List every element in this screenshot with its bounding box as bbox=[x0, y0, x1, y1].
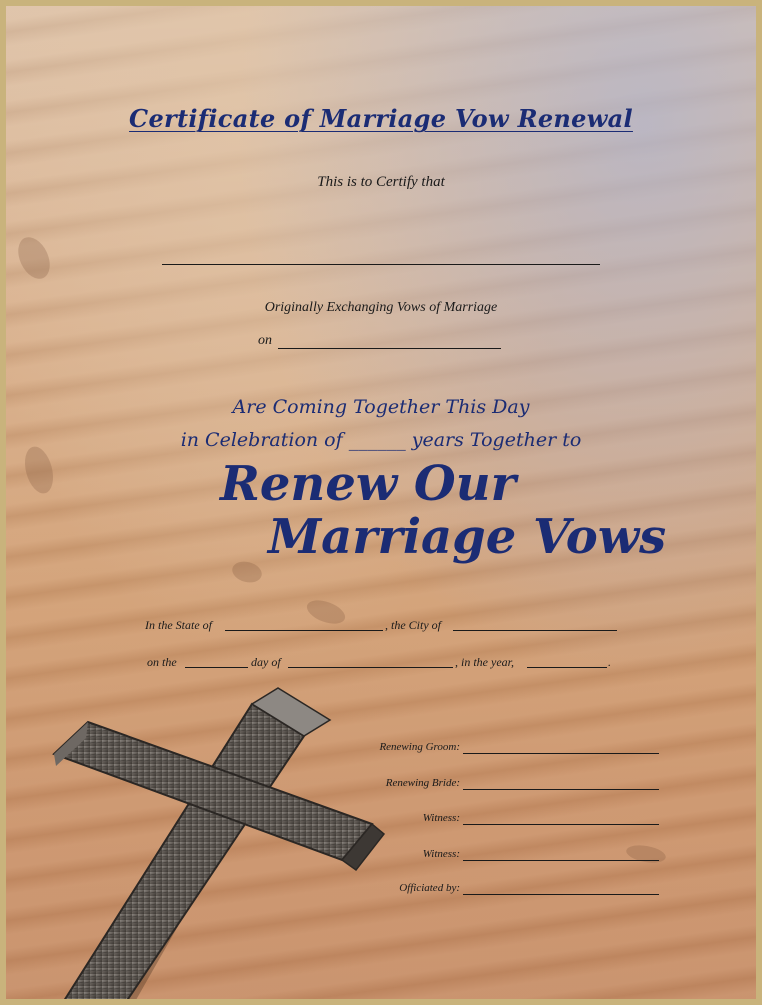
certify-text: This is to Certify that bbox=[317, 174, 445, 190]
witness1-signature-label: Witness: bbox=[422, 812, 460, 824]
year-end: . bbox=[608, 655, 611, 669]
witness2-signature-label: Witness: bbox=[422, 848, 460, 860]
day-of-label: day of bbox=[251, 655, 281, 669]
celebration-years-blank[interactable]: ______ bbox=[348, 429, 406, 451]
footprint-decoration bbox=[304, 596, 348, 628]
wooden-cross-icon bbox=[42, 674, 402, 999]
footprint-decoration bbox=[12, 232, 56, 284]
certificate-paper bbox=[6, 6, 756, 999]
officiant-signature-label: Officiated by: bbox=[399, 882, 460, 894]
city-label: , the City of bbox=[385, 618, 441, 632]
renew-heading-line2: Marriage Vows bbox=[268, 509, 667, 565]
year-line[interactable] bbox=[527, 667, 607, 668]
bride-signature-label: Renewing Bride: bbox=[385, 777, 460, 789]
day-line[interactable] bbox=[185, 667, 248, 668]
footprint-decoration bbox=[230, 558, 264, 585]
groom-signature-label: Renewing Groom: bbox=[379, 741, 460, 753]
state-line[interactable] bbox=[225, 630, 383, 631]
certificate-title: Certificate of Marriage Vow Renewal bbox=[129, 104, 633, 133]
year-label: , in the year, bbox=[455, 655, 514, 669]
celebration-prefix: in Celebration of bbox=[180, 429, 343, 451]
celebration-text bbox=[6, 429, 756, 451]
footprint-decoration bbox=[625, 843, 667, 866]
originally-text: Originally Exchanging Vows of Marriage bbox=[264, 300, 498, 315]
on-label: on bbox=[258, 333, 272, 348]
original-date-line[interactable] bbox=[278, 348, 501, 349]
witness2-signature-line[interactable] bbox=[463, 860, 659, 861]
state-label: In the State of bbox=[145, 618, 212, 632]
month-line[interactable] bbox=[288, 667, 453, 668]
city-line[interactable] bbox=[453, 630, 617, 631]
witness1-signature-line[interactable] bbox=[463, 824, 659, 825]
renew-heading-line1: Renew Our bbox=[220, 456, 516, 512]
coming-together-text: Are Coming Together This Day bbox=[232, 396, 530, 418]
bride-signature-line[interactable] bbox=[463, 789, 659, 790]
celebration-suffix: years Together to bbox=[411, 429, 582, 451]
groom-signature-line[interactable] bbox=[463, 753, 659, 754]
on-the-label: on the bbox=[147, 655, 177, 669]
names-line[interactable] bbox=[162, 264, 600, 265]
officiant-signature-line[interactable] bbox=[463, 894, 659, 895]
footprint-decoration bbox=[20, 443, 58, 496]
